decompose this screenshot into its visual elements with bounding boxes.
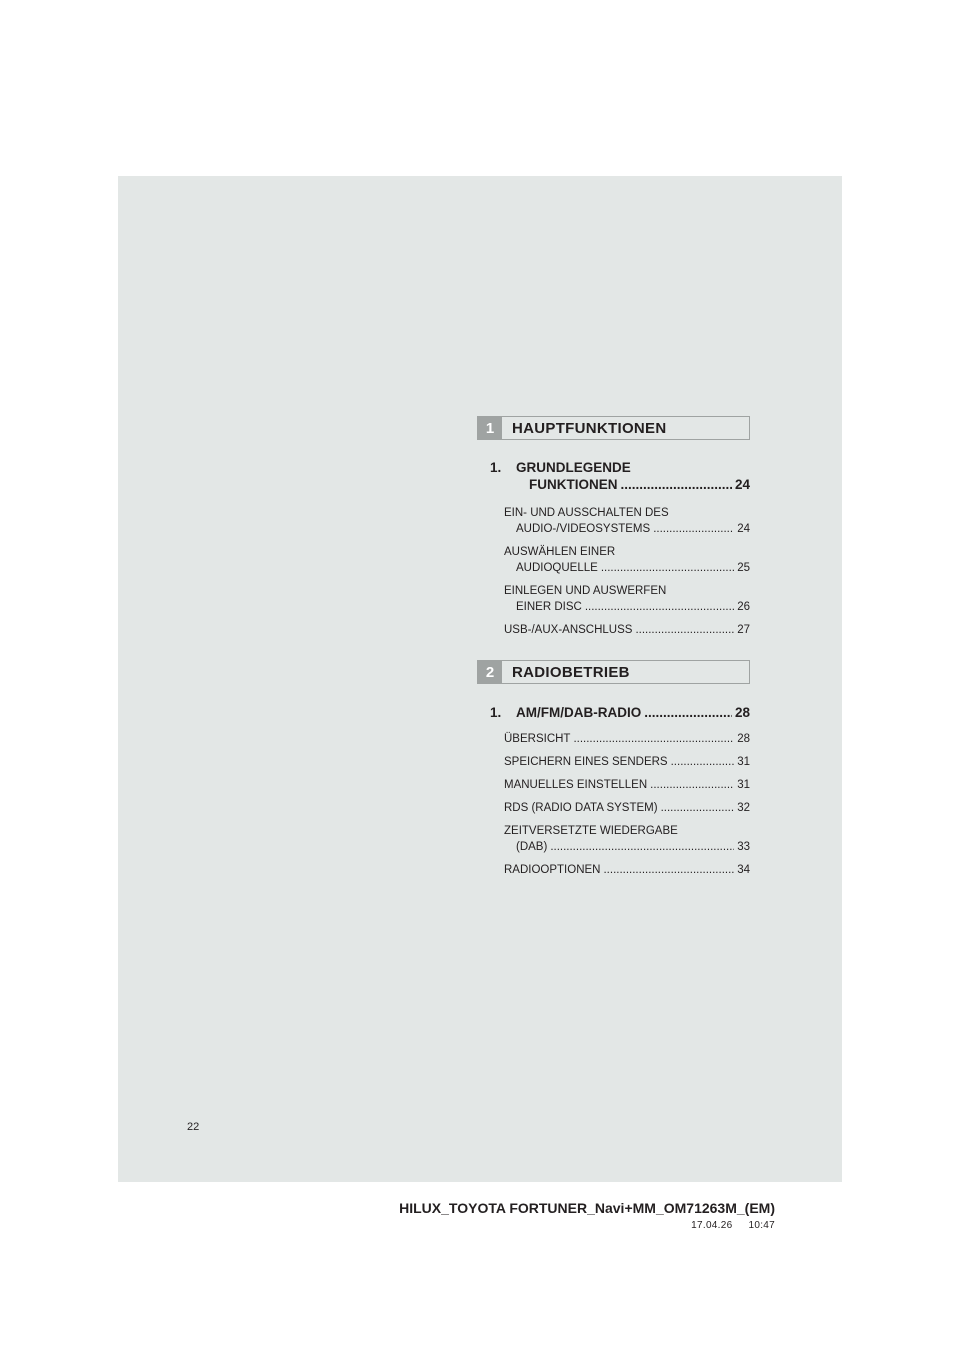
chapter-am-fm-dab-radio[interactable] bbox=[490, 704, 750, 721]
entry-page: 26 bbox=[737, 601, 750, 613]
entry-page: 28 bbox=[737, 733, 750, 745]
leader-dots bbox=[653, 521, 734, 537]
chapter-page: 24 bbox=[734, 477, 750, 492]
toc-entry[interactable] bbox=[504, 777, 750, 793]
section-header-radiobetrieb bbox=[477, 660, 750, 684]
document-code: HILUX_TOYOTA FORTUNER_Navi+MM_OM71263M_(EM) bbox=[399, 1200, 775, 1216]
toc-entry[interactable] bbox=[504, 800, 750, 816]
entry-title-line1: ZEITVERSETZTE WIEDERGABE bbox=[504, 825, 678, 837]
entry-page: 27 bbox=[737, 624, 750, 636]
entry-line bbox=[504, 731, 750, 747]
leader-dots bbox=[635, 622, 734, 638]
entry-title: SPEICHERN EINES SENDERS bbox=[504, 756, 668, 768]
entry-line bbox=[504, 599, 750, 615]
leader-dots bbox=[621, 476, 732, 493]
chapter-title-line bbox=[490, 704, 750, 721]
chapter-number: 1. bbox=[490, 705, 502, 720]
page-number: 22 bbox=[187, 1121, 200, 1133]
toc-entry[interactable] bbox=[504, 583, 750, 615]
leader-dots bbox=[671, 754, 735, 770]
entry-page: 31 bbox=[737, 779, 750, 791]
entry-page: 31 bbox=[737, 756, 750, 768]
entry-title-line1: EIN- UND AUSSCHALTEN DES bbox=[504, 507, 669, 519]
entry-title: RDS (RADIO DATA SYSTEM) bbox=[504, 802, 658, 814]
entry-title-line2: AUDIO-/VIDEOSYSTEMS bbox=[516, 523, 651, 535]
toc-entry[interactable] bbox=[504, 823, 750, 855]
leader-dots bbox=[661, 800, 735, 816]
entry-line bbox=[504, 521, 750, 537]
entry-title-line1: EINLEGEN UND AUSWERFEN bbox=[504, 585, 667, 597]
toc-entry[interactable] bbox=[504, 544, 750, 576]
entry-line bbox=[504, 754, 750, 770]
entry-line bbox=[504, 862, 750, 878]
leader-dots bbox=[644, 704, 732, 721]
toc-entry[interactable] bbox=[504, 731, 750, 747]
section-number: 2 bbox=[478, 661, 502, 683]
toc-entry[interactable] bbox=[504, 505, 750, 537]
entry-title-line2: (DAB) bbox=[516, 841, 548, 853]
entry-title-line1: AUSWÄHLEN EINER bbox=[504, 546, 616, 558]
entry-line bbox=[504, 839, 750, 855]
chapter-title-text: FUNKTIONEN bbox=[529, 477, 618, 492]
toc-entry[interactable] bbox=[504, 754, 750, 770]
section-title: RADIOBETRIEB bbox=[512, 663, 630, 681]
entry-line bbox=[504, 800, 750, 816]
leader-dots bbox=[573, 731, 734, 747]
document-timestamp bbox=[691, 1220, 775, 1231]
leader-dots bbox=[603, 862, 734, 878]
chapter-page: 28 bbox=[734, 705, 750, 720]
toc-column bbox=[477, 416, 750, 885]
entry-title-line2: AUDIOQUELLE bbox=[516, 562, 598, 574]
entry-title: MANUELLES EINSTELLEN bbox=[504, 779, 648, 791]
toc-entry[interactable] bbox=[504, 622, 750, 638]
document-date: 17.04.26 bbox=[691, 1220, 733, 1231]
entry-page: 24 bbox=[737, 523, 750, 535]
entry-title: USB-/AUX-ANSCHLUSS bbox=[504, 624, 633, 636]
document-time: 10:47 bbox=[748, 1220, 775, 1231]
entry-line bbox=[504, 622, 750, 638]
entry-page: 33 bbox=[737, 841, 750, 853]
leader-dots bbox=[650, 777, 734, 793]
leader-dots bbox=[550, 839, 734, 855]
entry-page: 25 bbox=[737, 562, 750, 574]
section-header-hauptfunktionen bbox=[477, 416, 750, 440]
chapter-number: 1. bbox=[490, 460, 502, 475]
entry-line bbox=[504, 777, 750, 793]
entry-title-line2: EINER DISC bbox=[516, 601, 582, 613]
leader-dots bbox=[585, 599, 734, 615]
toc-entry[interactable] bbox=[504, 862, 750, 878]
chapter-title-text: AM/FM/DAB-RADIO bbox=[516, 705, 642, 720]
chapter-title-line1: GRUNDLEGENDE bbox=[516, 460, 631, 475]
section-number: 1 bbox=[478, 417, 502, 439]
entry-line bbox=[504, 560, 750, 576]
entry-page: 34 bbox=[737, 864, 750, 876]
entry-title: RADIOOPTIONEN bbox=[504, 864, 601, 876]
leader-dots bbox=[601, 560, 734, 576]
chapter-grundlegende-funktionen[interactable] bbox=[490, 459, 750, 493]
chapter-title-line2 bbox=[490, 476, 750, 493]
entry-title: ÜBERSICHT bbox=[504, 733, 571, 745]
entry-page: 32 bbox=[737, 802, 750, 814]
section-title: HAUPTFUNKTIONEN bbox=[512, 419, 667, 437]
